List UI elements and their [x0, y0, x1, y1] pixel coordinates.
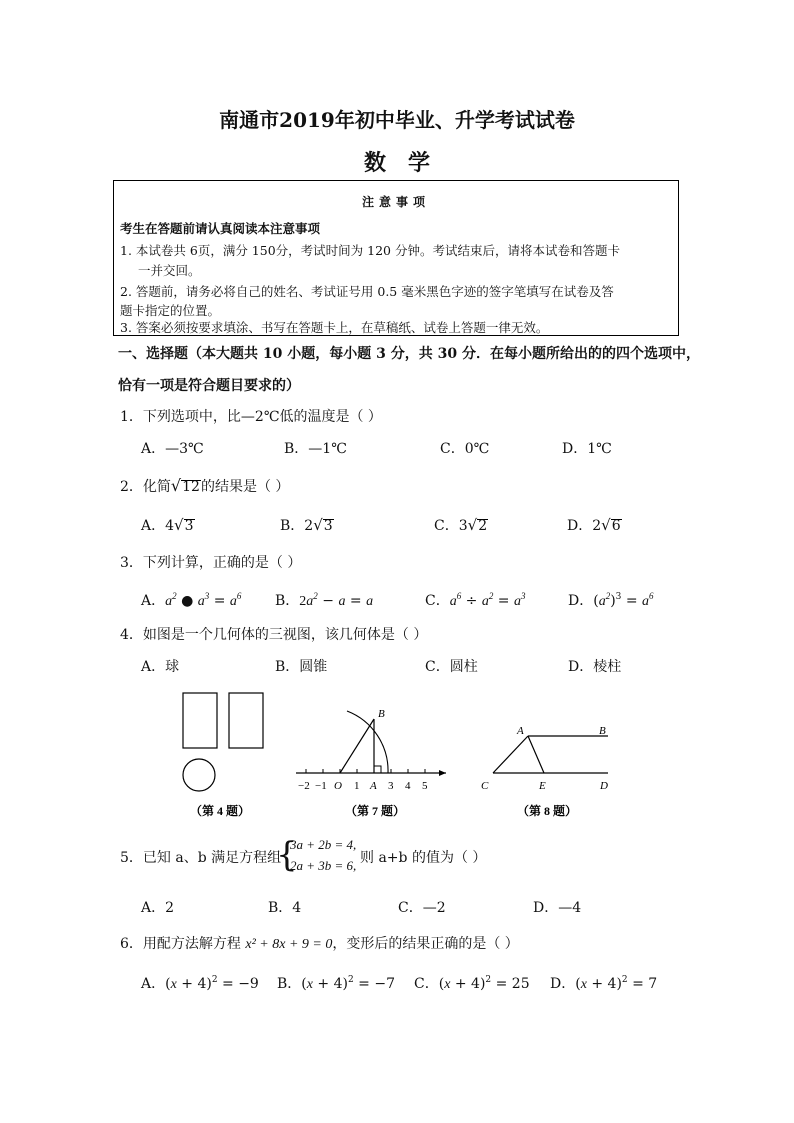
section1-heading-cont: 恰有一项是符合题目要求的） [118, 378, 300, 394]
fig8-segment-ac [493, 736, 528, 773]
q2-option-a: A．4√3 [141, 516, 194, 534]
fig7-tick-label: 3 [388, 780, 394, 792]
notice-heading: 注意事项 [361, 195, 430, 209]
fig8-label-b: B [599, 725, 606, 737]
q6-stem [120, 933, 519, 953]
q4-option-a: A．球 [141, 659, 180, 675]
q2-option-c: C．3√2 [434, 516, 488, 534]
q1-option-d: D．1℃ [562, 441, 612, 457]
fig7-label-b: B [378, 708, 385, 720]
notice-item-2-cont: 题卡指定的位置。 [120, 303, 221, 318]
q6-stem-post: ，变形后的结果正确的是（ ） [332, 936, 519, 952]
q4-option-d: D．棱柱 [568, 659, 622, 675]
q6-option-a: A．$(x + 4)^2 = -9$ [141, 975, 259, 992]
fig8-labels [481, 725, 608, 792]
q2-stem: 2．化简√12的结果是（ ） [120, 476, 290, 495]
fig8-segment-ae [528, 736, 544, 773]
fig7-tick-label: A [370, 780, 377, 792]
q6-equation: x² + 8x + 9 = 0 [245, 937, 333, 952]
q3-stem: 3．下列计算，正确的是（ ） [120, 555, 302, 571]
fig7-caption: （第 7 题） [345, 804, 406, 818]
q2-option-d: D．2√6 [567, 516, 621, 534]
q3-option-a: A．$a^2$ ● $a^3 = a^6$ [141, 591, 242, 609]
fig7-arc [347, 711, 388, 773]
fig7-tick-label: O [334, 780, 342, 792]
q1-option-c: C．0℃ [440, 441, 490, 457]
fig4-top-view [183, 759, 215, 791]
section1-heading: 一、选择题（本大题共 10 小题，每小题 3 分，共 30 分．在每小题所给出的的四个选项中， [118, 346, 700, 362]
q2-radicand: 12 [182, 479, 200, 495]
fig4-caption: （第 4 题） [190, 804, 251, 818]
notice-item-1: 1. 本试卷共 6页，满分 150分，考试时间为 120 分钟。考试结束后，请将本试卷和答题卡 [120, 243, 620, 258]
q1-stem: 1．下列选项中，比—2℃低的温度是（ ） [120, 409, 382, 425]
q5-option-a: A．2 [141, 900, 175, 916]
fig7-tick-labels [298, 780, 428, 792]
q6-option-b: B．$(x + 4)^2 = -7$ [277, 975, 395, 992]
q5-option-c: C．—2 [398, 900, 446, 916]
fig4-side-view [229, 693, 263, 748]
fig7-right-angle [374, 766, 381, 773]
q5-equation-1: 3a + 2b = 4, [290, 837, 357, 852]
q5-option-d: D．—4 [533, 900, 582, 916]
fig8-label-d: D [600, 780, 608, 792]
fig7-tick-label: −1 [315, 780, 327, 792]
q5-equation-2: 2a + 3b = 6, [290, 858, 357, 873]
q3-option-b: B．$2a^2 - a = a$ [275, 591, 374, 609]
fig7-tick-label: 4 [405, 780, 411, 792]
q2-stem-post: 的结果是（ ） [200, 479, 290, 495]
q1-option-a: A．—3℃ [141, 441, 204, 457]
q4-option-c: C．圆柱 [425, 659, 478, 675]
fig4-front-view [183, 693, 217, 748]
fig8-label-c: C [481, 780, 489, 792]
notice-item-3: 3. 答案必须按要求填涂、书写在答题卡上，在草稿纸、试卷上答题一律无效。 [120, 320, 549, 335]
exam-title: 南通市2019年初中毕业、升学考试试卷 [219, 108, 575, 132]
fig8-caption: （第 8 题） [517, 804, 578, 818]
q2-option-b: B．2√3 [280, 516, 333, 534]
fig7-tick-label: 1 [354, 780, 360, 792]
q5-stem [120, 835, 487, 878]
fig8-label-e: E [539, 780, 546, 792]
fig7-tick-label: 5 [422, 780, 428, 792]
notice-item-2: 2. 答题前，请务必将自己的姓名、考试证号用 0.5 毫米黑色字迹的签字笔填写在试卷及答 [120, 284, 614, 299]
q3-option-c: C．$a^6 \div a^2 = a^3$ [425, 591, 526, 609]
q5-stem-pre: 5．已知 a、b 满足方程组 [120, 850, 282, 866]
q1-option-b: B．—1℃ [284, 441, 347, 457]
q4-option-b: B．圆锥 [275, 659, 328, 675]
fig8-label-a: A [517, 725, 524, 737]
notice-item-1-cont: 一并交回。 [138, 263, 201, 278]
q4-stem: 4．如图是一个几何体的三视图，该几何体是（ ） [120, 627, 428, 643]
fig7-arrow [439, 770, 446, 776]
notice-intro: 考生在答题前请认真阅读本注意事项 [120, 221, 321, 236]
q6-option-c: C．$(x + 4)^2 = 25$ [414, 975, 530, 992]
figure-captions [190, 803, 577, 818]
q3-option-d: D．$(a^2)^3 = a^6$ [568, 591, 654, 609]
q6-option-d: D．$(x + 4)^2 = 7$ [550, 975, 658, 992]
fig7-tick-label: −2 [298, 780, 310, 792]
q5-stem-post: 则 a+b 的值为（ ） [360, 850, 487, 866]
q5-option-b: B．4 [268, 900, 302, 916]
subject-title: 数学 [363, 150, 452, 176]
q6-stem-pre: 6．用配方法解方程 [120, 936, 241, 952]
q2-stem-pre: 2．化简 [120, 479, 171, 495]
q5-brace: { [276, 835, 298, 875]
fig7-segment-ob [340, 719, 374, 773]
